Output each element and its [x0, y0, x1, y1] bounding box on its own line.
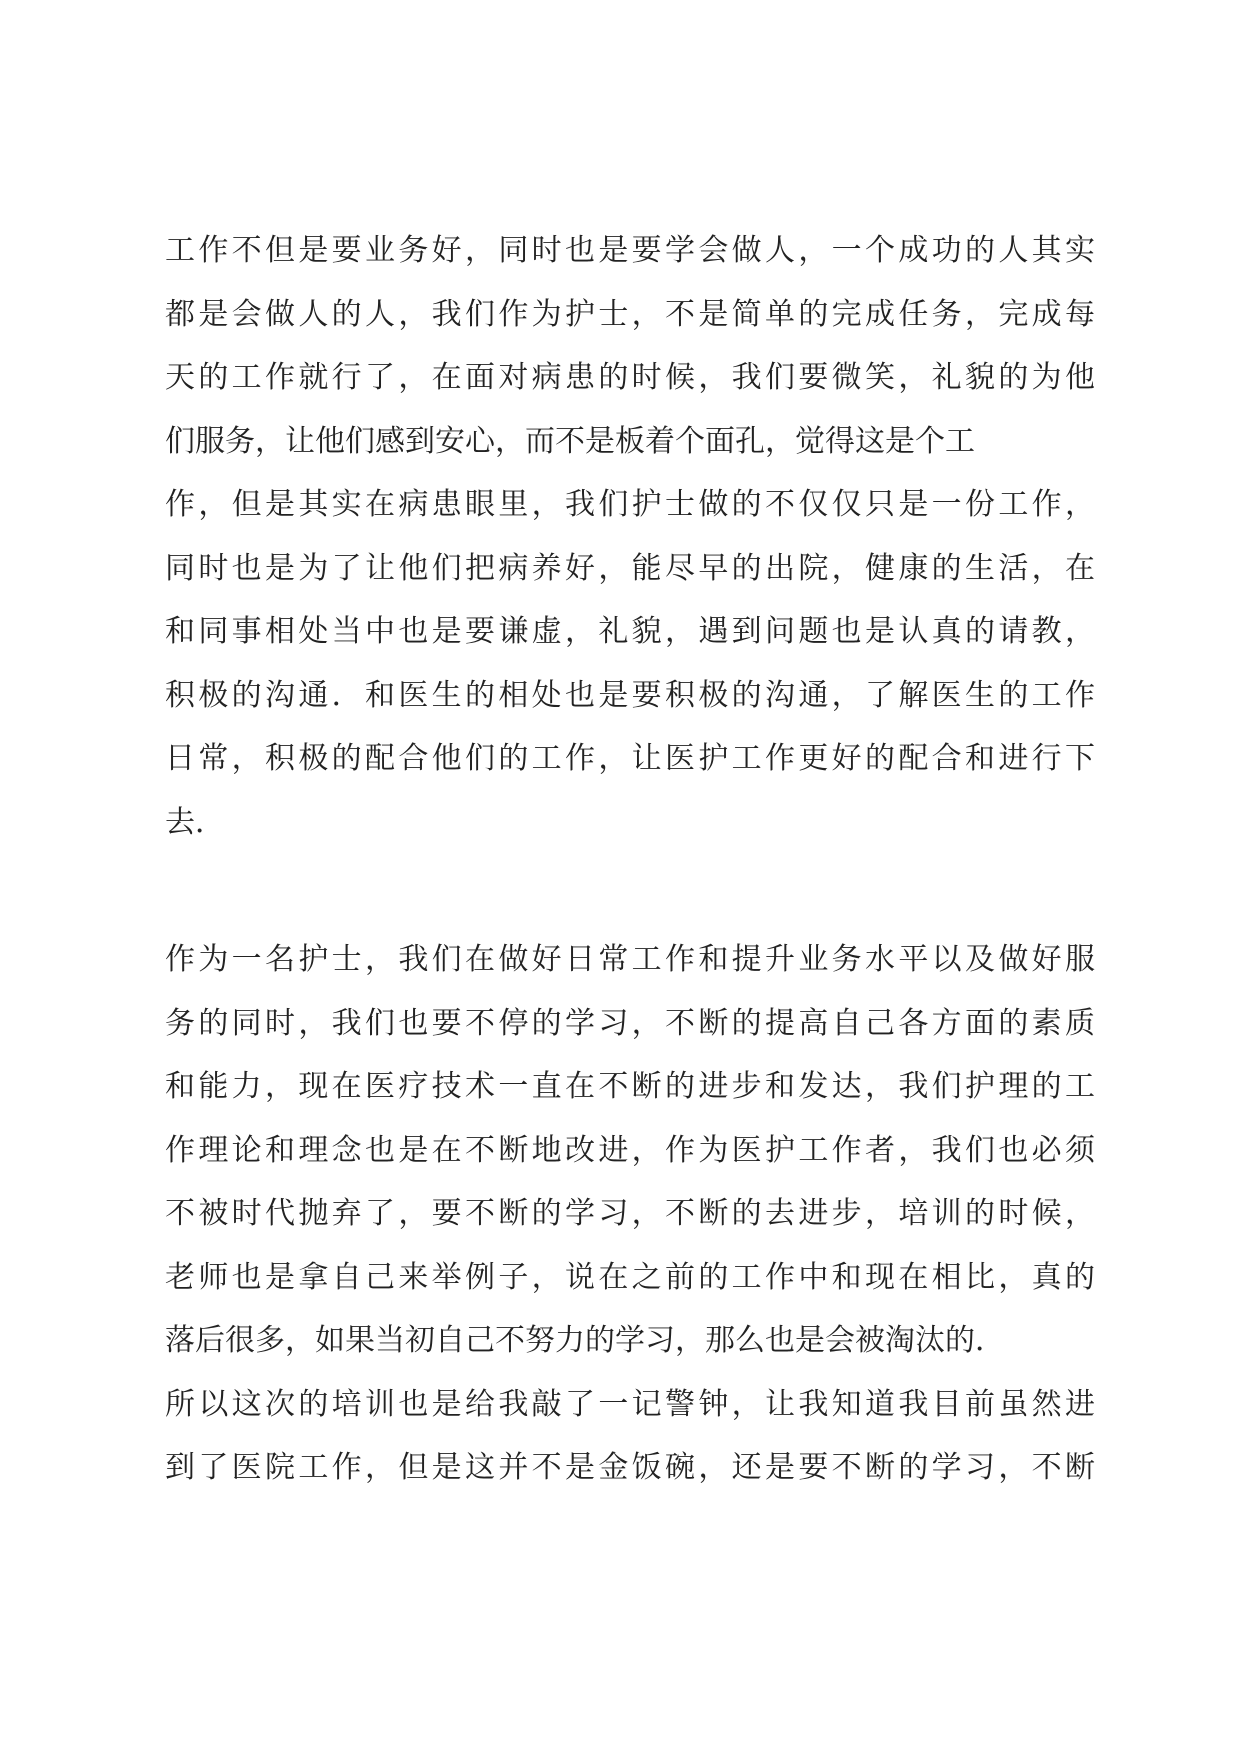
- paragraph-2: [165, 928, 1095, 1500]
- text-line: 作为一名护士，我们在做好日常工作和提升业务水平以及做好服: [165, 942, 1095, 977]
- text-line: 天的工作就行了，在面对病患的时候，我们要微笑，礼貌的为他: [165, 360, 1095, 395]
- text-line: 老师也是拿自己来举例子，说在之前的工作中和现在相比，真的: [165, 1259, 1095, 1295]
- text-line: 所以这次的培训也是给我敲了一记警钟，让我知道我目前虽然进: [165, 1386, 1095, 1422]
- text-line: 去．: [165, 804, 225, 840]
- text-line: 落后很多，如果当初自己不努力的学习，那么也是会被淘汰的．: [165, 1323, 1005, 1358]
- text-line: 积极的沟通．和医生的相处也是要积极的沟通，了解医生的工作: [165, 677, 1095, 713]
- text-line: 到了医院工作，但是这并不是金饭碗，还是要不断的学习，不断: [165, 1450, 1095, 1485]
- text-line: 和能力，现在医疗技术一直在不断的进步和发达，我们护理的工: [165, 1069, 1095, 1104]
- paragraph-1: [165, 219, 1095, 854]
- text-line: 不被时代抛弃了，要不断的学习，不断的去进步，培训的时候，: [165, 1196, 1095, 1231]
- text-line: 日常，积极的配合他们的工作，让医护工作更好的配合和进行下: [165, 741, 1095, 776]
- text-line: 工作不但是要业务好，同时也是要学会做人，一个成功的人其实: [165, 233, 1095, 268]
- text-line: 务的同时，我们也要不停的学习，不断的提高自己各方面的素质: [165, 1005, 1095, 1041]
- text-line: 同时也是为了让他们把病养好，能尽早的出院，健康的生活，在: [165, 550, 1095, 586]
- text-line: 都是会做人的人，我们作为护士，不是简单的完成任务，完成每: [165, 296, 1095, 332]
- text-line: 作理论和理念也是在不断地改进，作为医护工作者，我们也必须: [165, 1132, 1095, 1168]
- text-line: 作，但是其实在病患眼里，我们护士做的不仅仅只是一份工作，: [165, 487, 1095, 522]
- text-line: 和同事相处当中也是要谦虚，礼貌，遇到问题也是认真的请教，: [165, 614, 1095, 649]
- text-line: 们服务，让他们感到安心，而不是板着个面孔，觉得这是个工: [165, 423, 975, 459]
